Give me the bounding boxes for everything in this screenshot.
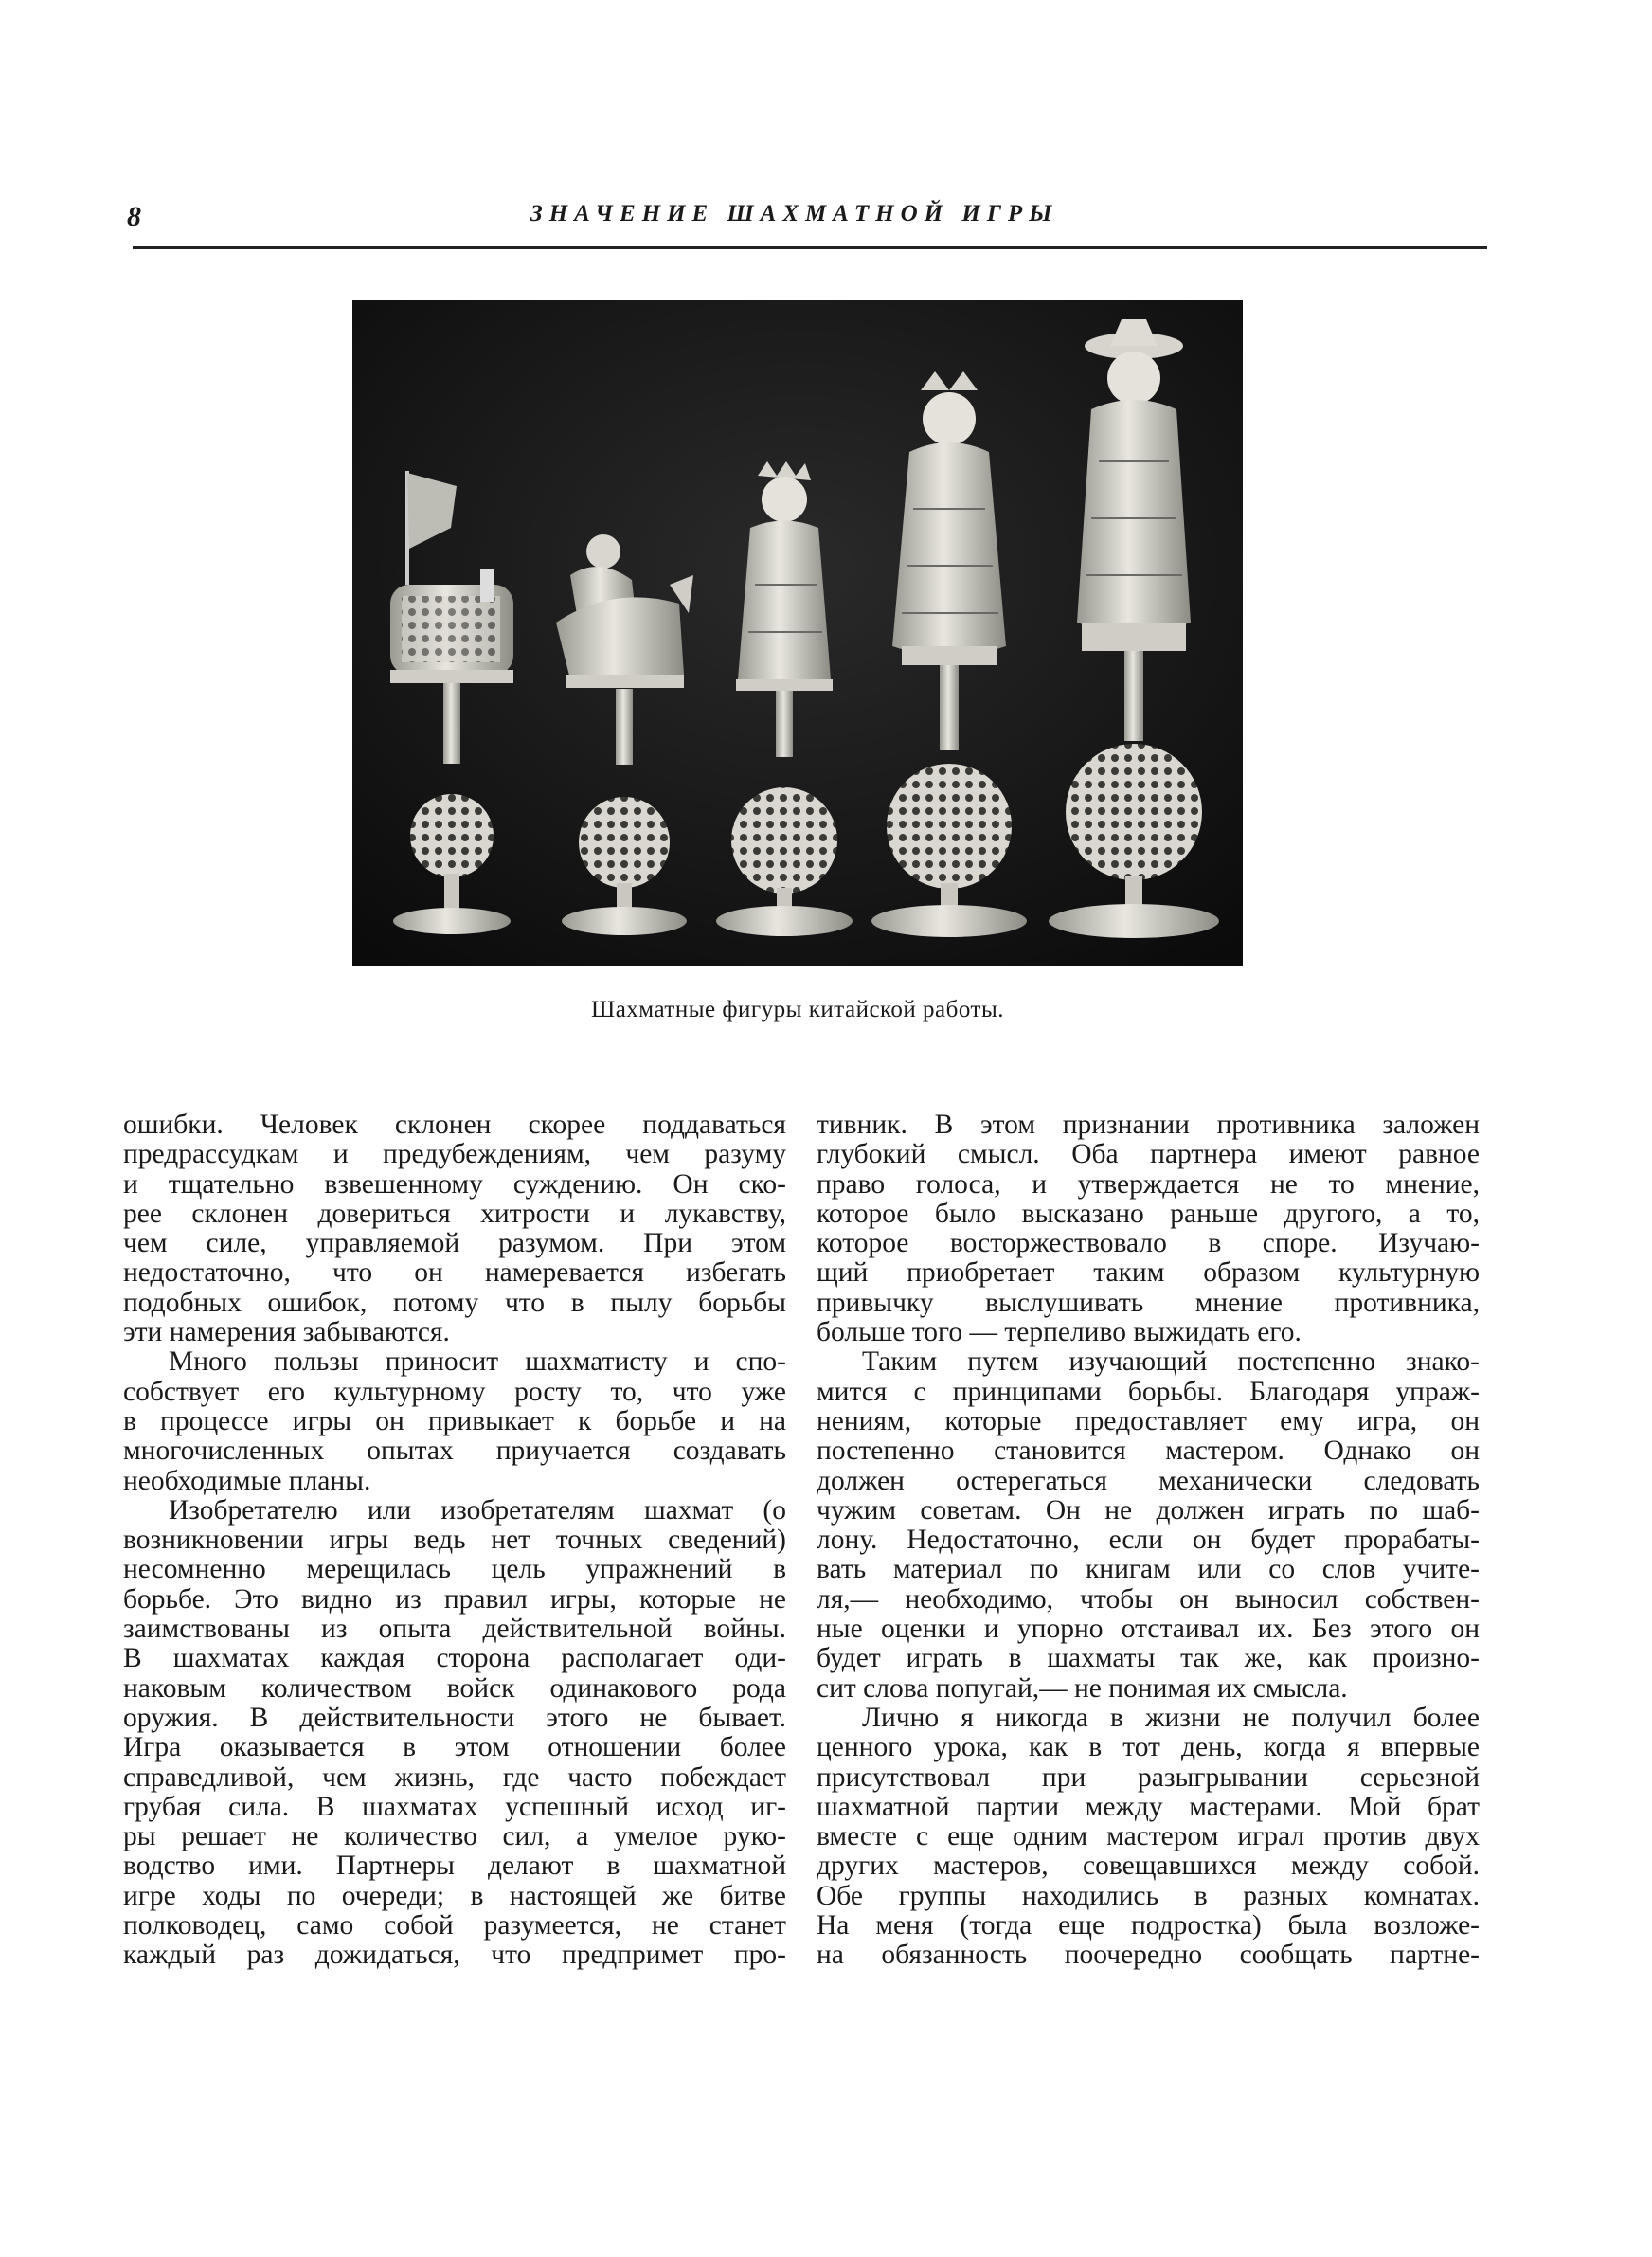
text-line: должен остерегаться механически следовать bbox=[817, 1465, 1480, 1496]
text-line: привычку выслушивать мнение противника, bbox=[817, 1287, 1480, 1318]
text-line: ры решает не количество сил, а умелое руко- bbox=[123, 1821, 786, 1852]
figure-caption: Шахматные фигуры китайской работы. bbox=[590, 997, 1005, 1022]
text-line: полководец, само собой разумеется, не станет bbox=[123, 1910, 786, 1941]
text-line: лону. Недостаточно, если он будет прорабаты- bbox=[817, 1525, 1480, 1556]
text-line: сит слова попугай,— не понимая их смысла. bbox=[817, 1672, 1348, 1704]
text-line: мится с принципами борьбы. Благодаря упраж- bbox=[817, 1376, 1480, 1407]
text-line: грубая сила. В шахматах успешный исход иг- bbox=[123, 1791, 786, 1822]
text-column-left bbox=[123, 1110, 786, 1971]
text-line: постепенно становится мастером. Однако он bbox=[817, 1435, 1480, 1467]
text-line: недостаточно, что он намеревается избегать bbox=[123, 1257, 786, 1289]
text-line: больше того — терпеливо выжидать его. bbox=[817, 1317, 1302, 1348]
text-line: щий приобретает таким образом культурную bbox=[817, 1257, 1480, 1289]
text-line: нениям, которые предоставляет ему игра, он bbox=[817, 1405, 1480, 1436]
text-line: предрассудкам и предубеждениям, чем разуму bbox=[123, 1139, 786, 1170]
text-line: Игра оказывается в этом отношении более bbox=[123, 1732, 786, 1763]
text-line: тивник. В этом признании противника заложен bbox=[817, 1110, 1480, 1140]
text-line: вместе с еще одним мастером играл против двух bbox=[817, 1821, 1480, 1852]
text-line: возникновении игры ведь нет точных сведений) bbox=[123, 1525, 786, 1556]
text-line: ошибки. Человек склонен скорее поддаваться bbox=[123, 1110, 786, 1140]
text-column-right bbox=[817, 1110, 1480, 1971]
page-number: 8 bbox=[127, 201, 141, 232]
text-line: Изобретателю или изобретателям шахмат (о bbox=[169, 1494, 786, 1526]
text-line: глубокий смысл. Оба партнера имеют равное bbox=[817, 1139, 1480, 1170]
text-line: оружия. В действительности этого не бывает. bbox=[123, 1702, 786, 1733]
carved-chess-pieces-photo-icon bbox=[352, 300, 1243, 966]
text-line: присутствовал при разыгрывании серьезной bbox=[817, 1761, 1480, 1793]
text-line: наковым количеством войск одинакового рода bbox=[123, 1672, 786, 1704]
text-line: на обязанность поочередно сообщать партне- bbox=[817, 1940, 1480, 1971]
text-line: заимствованы из опыта действительной войны. bbox=[123, 1614, 786, 1645]
text-line: многочисленных опытах приучается создавать bbox=[123, 1435, 786, 1467]
text-line: вать материал по книгам или со слов учите- bbox=[817, 1554, 1480, 1585]
text-line: других мастеров, совещавшихся между собой. bbox=[817, 1851, 1480, 1882]
text-line: право голоса, и утверждается не то мнение, bbox=[817, 1168, 1480, 1200]
text-line: несомненно мерещилась цель упражнений в bbox=[123, 1554, 786, 1585]
text-line: ля,— необходимо, чтобы он выносил собствен- bbox=[817, 1583, 1480, 1615]
text-line: водство ими. Партнеры делают в шахматной bbox=[123, 1851, 786, 1882]
text-line: шахматной партии между мастерами. Мой брат bbox=[817, 1791, 1480, 1822]
text-line: которое было высказано раньше другого, а то, bbox=[817, 1198, 1480, 1229]
text-line: справедливой, чем жизнь, где часто побеждает bbox=[123, 1761, 786, 1793]
running-head: ЗНАЧЕНИЕ ШАХМАТНОЙ ИГРЫ bbox=[530, 201, 1059, 226]
text-line: ценного урока, как в тот день, когда я впервые bbox=[817, 1732, 1480, 1763]
text-line: и тщательно взвешенному суждению. Он ско- bbox=[123, 1168, 786, 1200]
text-line: будет играть в шахматы так же, как произно- bbox=[817, 1643, 1480, 1674]
text-line: рее склонен довериться хитрости и лукавству, bbox=[123, 1198, 786, 1229]
text-line: На меня (тогда еще подростка) была возложе- bbox=[817, 1910, 1480, 1941]
text-line: эти намерения забываются. bbox=[123, 1317, 450, 1348]
text-line: игре ходы по очереди; в настоящей же битве bbox=[123, 1880, 786, 1911]
text-line: Лично я никогда в жизни не получил более bbox=[862, 1702, 1480, 1733]
text-line: В шахматах каждая сторона располагает оди- bbox=[123, 1643, 786, 1674]
text-line: чем силе, управляемой разумом. При этом bbox=[123, 1228, 786, 1259]
text-line: Много пользы приносит шахматисту и спо- bbox=[169, 1346, 786, 1378]
text-line: ные оценки и упорно отстаивал их. Без этого он bbox=[817, 1614, 1480, 1645]
text-line: в процессе игры он привыкает к борьбе и на bbox=[123, 1405, 786, 1436]
text-line: необходимые планы. bbox=[123, 1465, 371, 1496]
text-line: борьбе. Это видно из правил игры, которые не bbox=[123, 1583, 786, 1615]
text-line: каждый раз дожидаться, что предпримет про- bbox=[123, 1940, 786, 1971]
header-rule bbox=[133, 246, 1487, 249]
text-line: подобных ошибок, потому что в пылу борьбы bbox=[123, 1287, 786, 1318]
text-line: Обе группы находились в разных комнатах. bbox=[817, 1880, 1480, 1911]
text-line: собствует его культурному росту то, что уже bbox=[123, 1376, 786, 1407]
chess-pieces-photo bbox=[352, 300, 1243, 966]
text-line: Таким путем изучающий постепенно знако- bbox=[862, 1346, 1480, 1378]
text-line: которое восторжествовало в споре. Изучаю- bbox=[817, 1228, 1480, 1259]
text-line: чужим советам. Он не должен играть по шаб- bbox=[817, 1494, 1480, 1526]
